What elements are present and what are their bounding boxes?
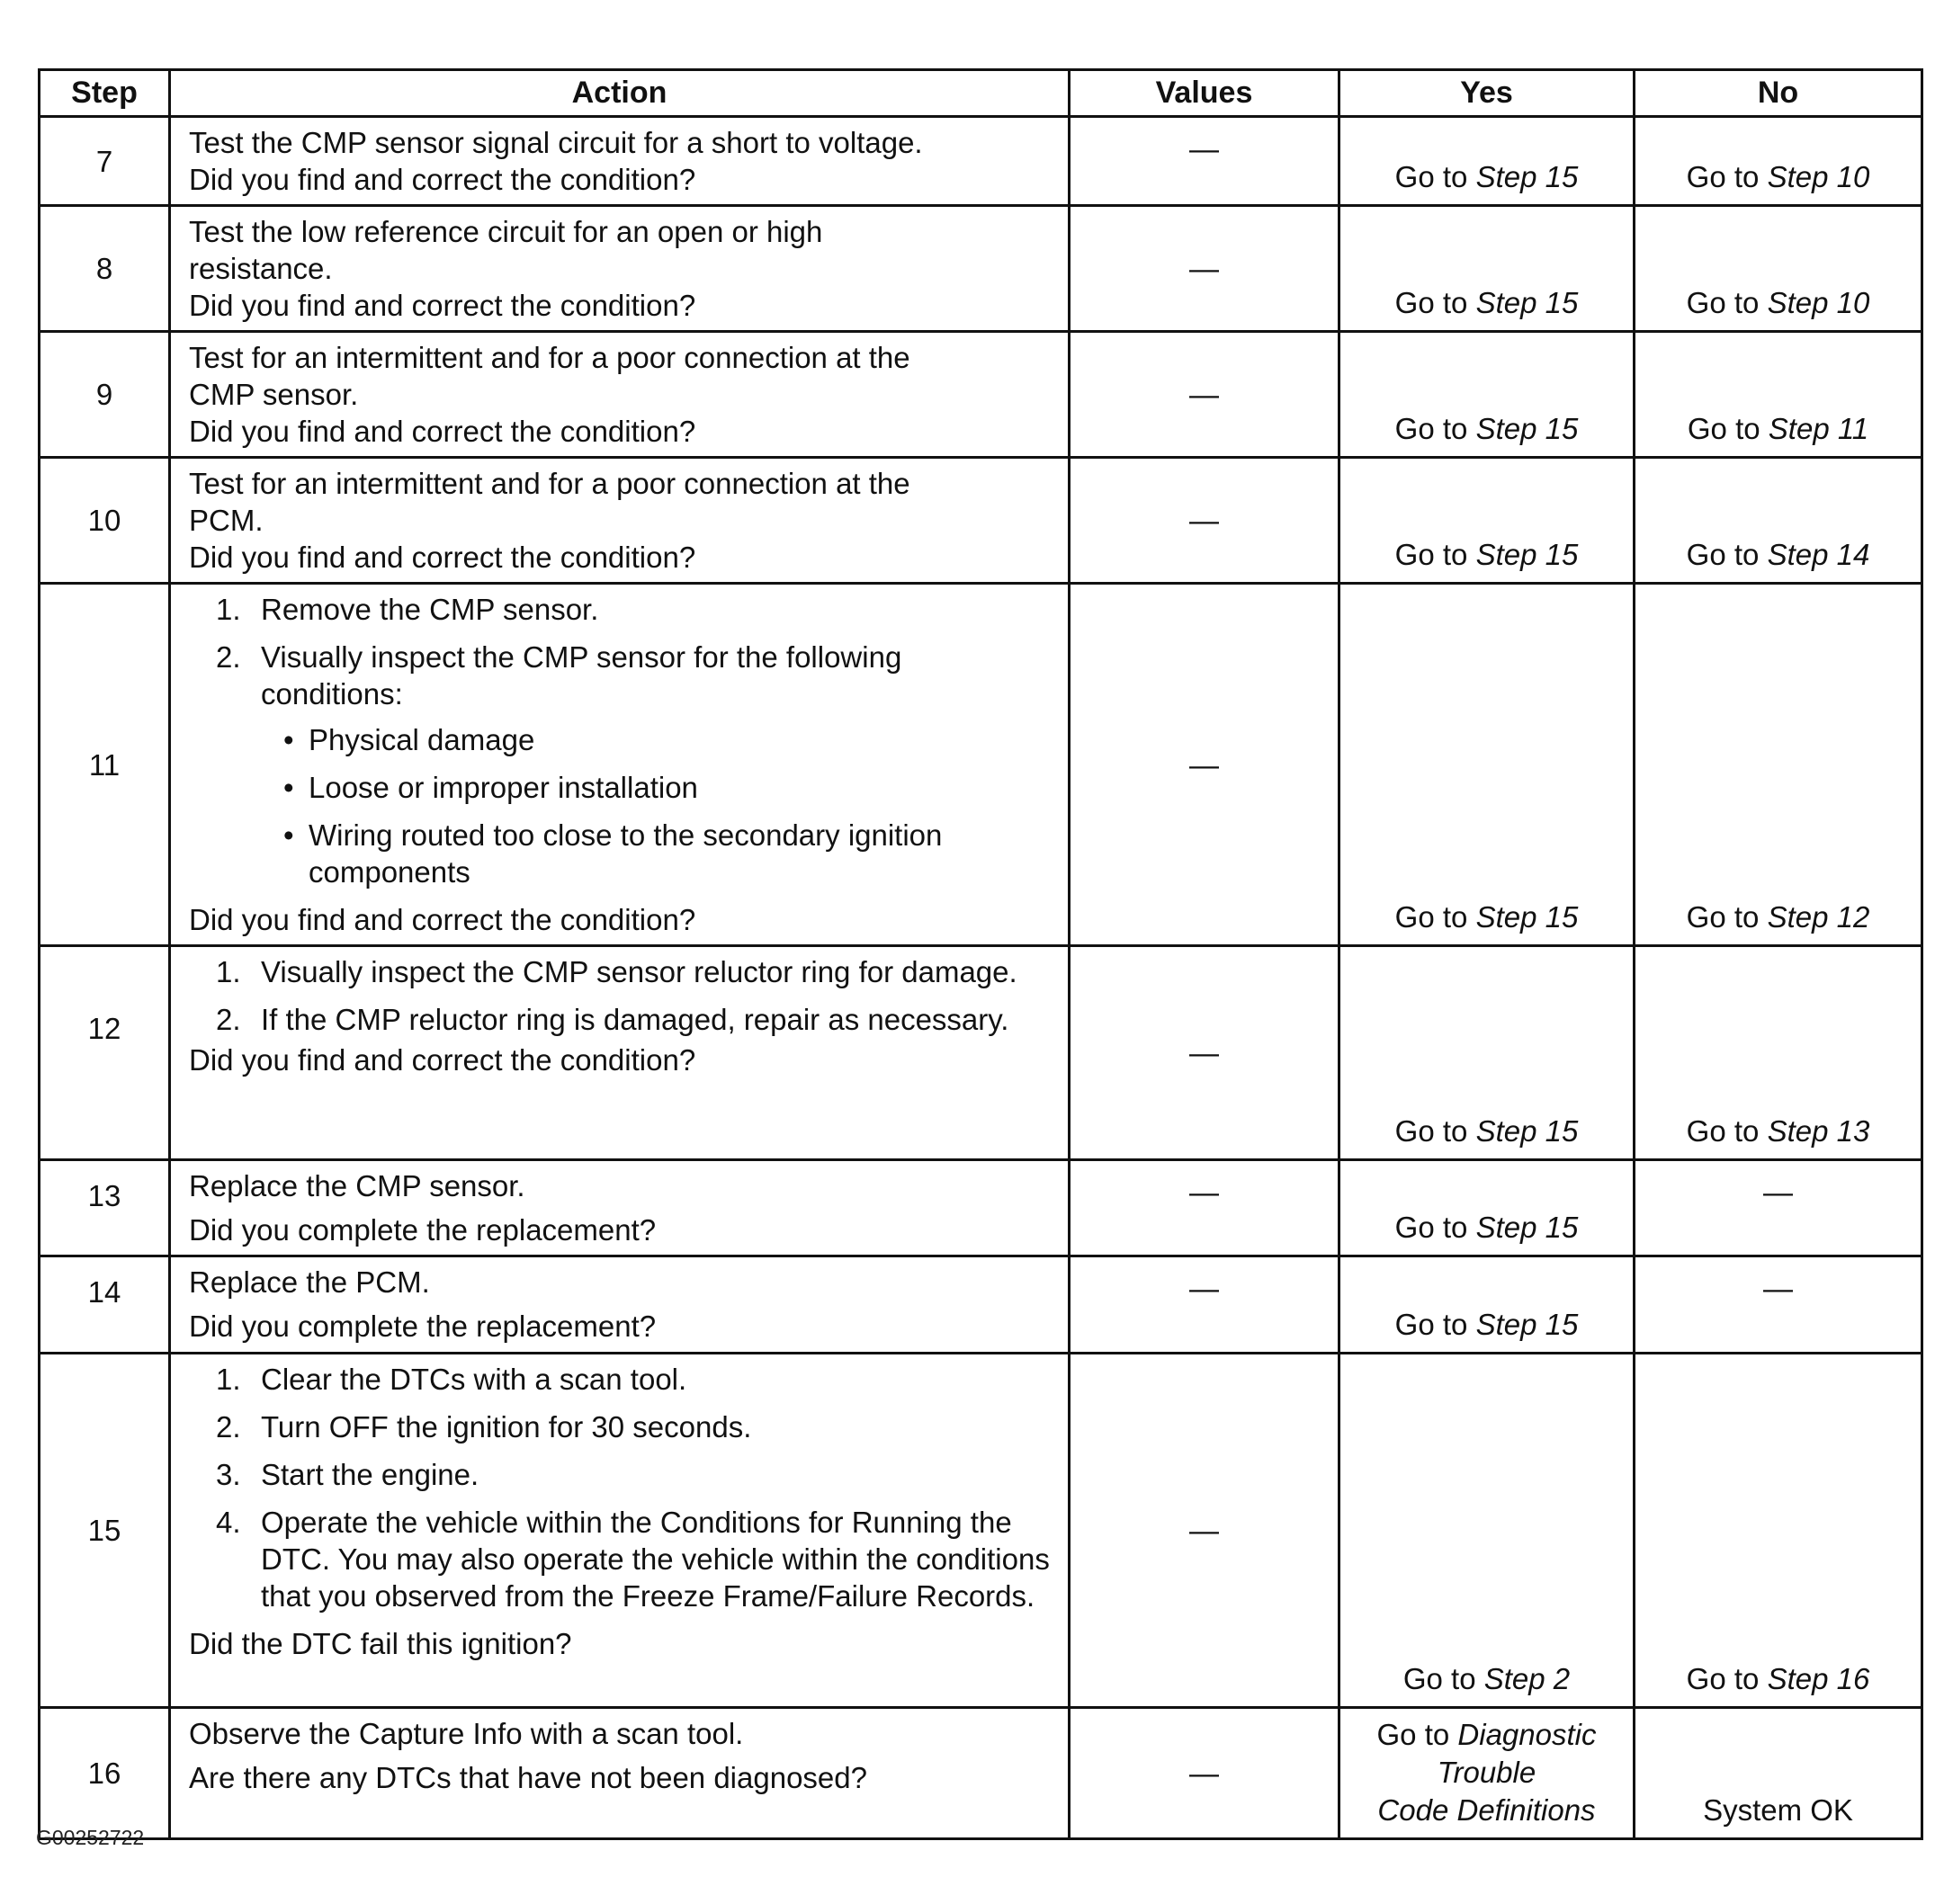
no-cell — [1635, 332, 1922, 458]
values-cell: — — [1070, 117, 1339, 206]
list-item-text: Start the engine. — [261, 1458, 479, 1491]
header-row — [40, 70, 1922, 117]
bullet-text: Loose or improper installation — [309, 771, 698, 804]
no-step-link[interactable]: Step 11 — [1768, 412, 1869, 445]
no-cell — [1635, 946, 1922, 1160]
no-prefix: Go to — [1687, 412, 1760, 445]
no-cell — [1635, 458, 1922, 584]
list-item-text: Clear the DTCs with a scan tool. — [261, 1363, 687, 1396]
figure-id: G00252722 — [36, 1826, 145, 1849]
action-text: Test for an intermittent and for a poor connection at the — [189, 467, 910, 500]
yes-cell — [1339, 584, 1635, 946]
action-question: Did you find and correct the condition? — [189, 163, 696, 196]
action-cell — [170, 117, 1070, 206]
no-cell: System OK — [1635, 1708, 1922, 1839]
no-step-link[interactable]: Step 12 — [1767, 900, 1870, 934]
yes-link-line-1 — [1340, 1716, 1633, 1754]
yes-cell — [1339, 1256, 1635, 1354]
action-text: Replace the PCM. — [189, 1265, 430, 1299]
header-step: Step — [40, 70, 170, 117]
numbered-list — [189, 1361, 1052, 1614]
action-cell — [170, 1708, 1070, 1839]
no-step-link[interactable]: Step 14 — [1767, 538, 1870, 571]
yes-prefix: Go to — [1394, 1114, 1468, 1148]
values-cell: — — [1070, 458, 1339, 584]
numbered-list — [189, 953, 1052, 1038]
values-cell: — — [1070, 332, 1339, 458]
yes-link-line-3[interactable]: Code Definitions — [1377, 1793, 1596, 1827]
no-cell — [1635, 206, 1922, 332]
action-question: Did you complete the replacement? — [189, 1213, 657, 1247]
table-row — [40, 1160, 1922, 1256]
table-row — [40, 946, 1922, 1160]
yes-cell — [1339, 1160, 1635, 1256]
table-row — [40, 1708, 1922, 1839]
bullet-list — [189, 721, 1052, 890]
step-number: 16 — [40, 1708, 170, 1839]
step-number: 11 — [40, 584, 170, 946]
no-cell: — — [1635, 1160, 1922, 1256]
action-text: Test the low reference circuit for an open or high — [189, 215, 823, 248]
table-row — [40, 1256, 1922, 1354]
yes-prefix: Go to — [1394, 1211, 1468, 1244]
list-item: 2. Visually inspect the CMP sensor for the following conditions: — [216, 640, 902, 711]
action-question: Did you find and correct the condition? — [189, 289, 696, 322]
yes-cell — [1339, 458, 1635, 584]
yes-step-link[interactable]: Step 15 — [1475, 286, 1579, 319]
action-text: resistance. — [189, 252, 333, 285]
list-item: 2. Turn OFF the ignition for 30 seconds. — [216, 1410, 752, 1444]
yes-cell — [1339, 1708, 1635, 1839]
yes-prefix: Go to — [1402, 1662, 1476, 1695]
action-text: Test the CMP sensor signal circuit for a short to voltage. — [189, 126, 923, 159]
action-question: Are there any DTCs that have not been diagnosed? — [189, 1761, 867, 1794]
yes-step-link[interactable]: Step 15 — [1475, 538, 1579, 571]
table-row — [40, 1354, 1922, 1708]
header-yes: Yes — [1339, 70, 1635, 117]
action-question: Did you find and correct the condition? — [189, 1043, 696, 1077]
step-number: 8 — [40, 206, 170, 332]
list-item: 2. If the CMP reluctor ring is damaged, repair as necessary. — [216, 1003, 1009, 1036]
table-row — [40, 584, 1922, 946]
header-no: No — [1635, 70, 1922, 117]
bullet-item: • Physical damage — [283, 723, 535, 756]
list-item: 3. Start the engine. — [216, 1458, 479, 1491]
no-cell — [1635, 584, 1922, 946]
no-cell: — — [1635, 1256, 1922, 1354]
yes-step-link[interactable]: Step 15 — [1475, 1211, 1579, 1244]
step-number: 7 — [40, 117, 170, 206]
yes-cell — [1339, 117, 1635, 206]
list-item-text: Turn OFF the ignition for 30 seconds. — [261, 1410, 752, 1444]
no-step-link[interactable]: Step 13 — [1767, 1114, 1870, 1148]
action-cell — [170, 458, 1070, 584]
no-prefix: Go to — [1686, 538, 1760, 571]
no-prefix: Go to — [1686, 900, 1760, 934]
action-cell — [170, 1256, 1070, 1354]
yes-prefix: Go to — [1394, 538, 1468, 571]
values-cell: — — [1070, 1708, 1339, 1839]
list-item-text: Visually inspect the CMP sensor reluctor ring for damage. — [261, 955, 1017, 988]
yes-link-line-2[interactable]: Trouble — [1437, 1756, 1536, 1789]
yes-cell — [1339, 1354, 1635, 1708]
yes-prefix: Go to — [1376, 1718, 1450, 1751]
values-cell: — — [1070, 1256, 1339, 1354]
yes-cell — [1339, 332, 1635, 458]
action-cell — [170, 332, 1070, 458]
no-cell — [1635, 1354, 1922, 1708]
yes-step-link[interactable]: Step 15 — [1475, 412, 1579, 445]
list-item: 1. Remove the CMP sensor. — [216, 593, 599, 626]
yes-cell — [1339, 946, 1635, 1160]
no-prefix: Go to — [1686, 1114, 1760, 1148]
yes-prefix: Go to — [1394, 1308, 1468, 1341]
action-cell — [170, 1160, 1070, 1256]
yes-step-link[interactable]: Step 15 — [1475, 1114, 1579, 1148]
yes-step-link[interactable]: Step 15 — [1475, 1308, 1579, 1341]
step-number: 15 — [40, 1354, 170, 1708]
action-question: Did you find and correct the condition? — [189, 415, 696, 448]
list-item-text: Operate the vehicle within the Conditions for Running the DTC. You may also operate the vehicle within the conditions that you observed from the Freeze Frame/Failure Records. — [261, 1506, 1050, 1613]
bullet-item: • Wiring routed too close to the secondary ignition components — [283, 818, 943, 889]
list-item: 4. Operate the vehicle within the Conditions for Running the DTC. You may also operate the vehicle within the conditions that you observed from the Freeze Frame/Failure Records. — [216, 1506, 1050, 1613]
header-values: Values — [1070, 70, 1339, 117]
no-prefix: Go to — [1686, 286, 1760, 319]
list-item: 1. Visually inspect the CMP sensor reluctor ring for damage. — [216, 955, 1017, 988]
header-action: Action — [170, 70, 1070, 117]
action-text: Test for an intermittent and for a poor connection at the — [189, 341, 910, 374]
no-step-link[interactable]: Step 10 — [1767, 286, 1870, 319]
bullet-item: • Loose or improper installation — [283, 771, 698, 804]
action-cell — [170, 584, 1070, 946]
step-number: 9 — [40, 332, 170, 458]
no-step-link[interactable]: Step 10 — [1767, 160, 1870, 193]
action-question: Did you find and correct the condition? — [189, 541, 696, 574]
action-question: Did you find and correct the condition? — [189, 903, 696, 936]
bullet-text: Wiring routed too close to the secondary ignition components — [309, 818, 943, 889]
step-number: 14 — [40, 1256, 170, 1354]
yes-step-link[interactable]: Step 15 — [1475, 900, 1579, 934]
action-cell — [170, 946, 1070, 1160]
diagnostic-table — [38, 68, 1923, 1840]
yes-prefix: Go to — [1394, 286, 1468, 319]
no-prefix: Go to — [1686, 160, 1760, 193]
bullet-text: Physical damage — [309, 723, 535, 756]
yes-prefix: Go to — [1394, 160, 1468, 193]
action-cell — [170, 206, 1070, 332]
values-cell: — — [1070, 946, 1339, 1160]
action-text: Observe the Capture Info with a scan tool. — [189, 1717, 744, 1750]
step-number: 13 — [40, 1160, 170, 1256]
action-question: Did the DTC fail this ignition? — [189, 1627, 572, 1660]
list-item-text: Visually inspect the CMP sensor for the following conditions: — [261, 640, 902, 711]
yes-prefix: Go to — [1394, 900, 1468, 934]
values-cell: — — [1070, 206, 1339, 332]
table-row — [40, 117, 1922, 206]
numbered-list — [189, 591, 1052, 712]
yes-prefix: Go to — [1394, 412, 1468, 445]
yes-cell — [1339, 206, 1635, 332]
step-number: 10 — [40, 458, 170, 584]
values-cell: — — [1070, 1160, 1339, 1256]
list-item-text: If the CMP reluctor ring is damaged, repair as necessary. — [261, 1003, 1009, 1036]
values-cell: — — [1070, 1354, 1339, 1708]
table-row — [40, 332, 1922, 458]
values-cell: — — [1070, 584, 1339, 946]
list-item: 1. Clear the DTCs with a scan tool. — [216, 1363, 687, 1396]
table-row — [40, 458, 1922, 584]
action-text: PCM. — [189, 504, 264, 537]
yes-link[interactable]: Diagnostic — [1457, 1718, 1597, 1751]
action-text: Replace the CMP sensor. — [189, 1169, 525, 1202]
yes-step-link[interactable]: Step 15 — [1475, 160, 1579, 193]
step-number: 12 — [40, 946, 170, 1160]
yes-step-link[interactable]: Step 2 — [1483, 1662, 1571, 1695]
table-row — [40, 206, 1922, 332]
no-prefix: Go to — [1686, 1662, 1760, 1695]
action-question: Did you complete the replacement? — [189, 1310, 657, 1343]
no-step-link[interactable]: Step 16 — [1767, 1662, 1870, 1695]
list-item-text: Remove the CMP sensor. — [261, 593, 599, 626]
action-cell — [170, 1354, 1070, 1708]
action-text: CMP sensor. — [189, 378, 359, 411]
no-cell — [1635, 117, 1922, 206]
